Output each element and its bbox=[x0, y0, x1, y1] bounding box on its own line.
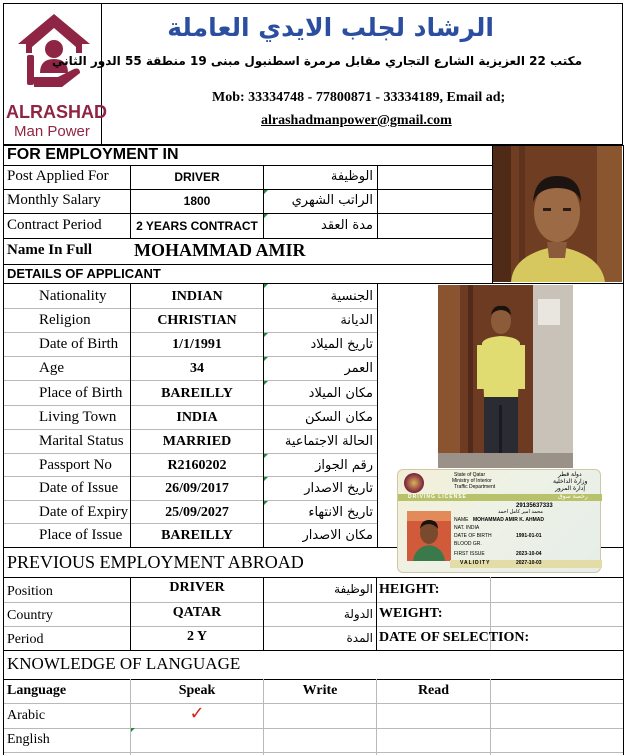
label-height: HEIGHT: bbox=[379, 582, 440, 597]
cell-marker bbox=[264, 454, 268, 458]
language-english: English bbox=[7, 732, 50, 747]
arabic-contract: مدة العقد bbox=[321, 218, 373, 233]
license-validity-label: VALIDITY bbox=[460, 560, 491, 566]
value-age: 34 bbox=[190, 361, 204, 376]
arabic-marital-status: الحالة الاجتماعية bbox=[284, 434, 373, 449]
label-date-of-expiry: Date of Expiry bbox=[39, 504, 129, 520]
company-arabic-name: الرشاد لجلب الايدي العاملة bbox=[167, 13, 494, 42]
rule bbox=[3, 650, 623, 651]
license-name-label: NAME bbox=[454, 517, 469, 523]
license-ar-name: محمد امير كامل احمد bbox=[498, 509, 543, 515]
rule bbox=[3, 523, 377, 524]
arabic-post: الوظيفة bbox=[330, 169, 373, 184]
license-ar-ministry: وزارة الداخلية bbox=[553, 478, 588, 485]
rule bbox=[3, 429, 377, 430]
value-religion: CHRISTIAN bbox=[157, 313, 237, 328]
label-religion: Religion bbox=[39, 312, 91, 328]
rule bbox=[3, 283, 623, 284]
license-ministry: Ministry of Interior bbox=[452, 478, 492, 484]
arabic-salary: الراتب الشهري bbox=[291, 193, 373, 208]
cell-marker bbox=[264, 501, 268, 505]
section-title-language: KNOWLEDGE OF LANGUAGE bbox=[7, 654, 241, 673]
header-speak: Speak bbox=[178, 683, 216, 698]
arabic-prev-position: الوظيفة bbox=[334, 582, 373, 596]
license-validity: 2027-10-03 bbox=[516, 560, 542, 566]
value-dob: 1/1/1991 bbox=[172, 337, 222, 352]
rule bbox=[3, 356, 377, 357]
logo-word: ALRASHAD bbox=[6, 102, 107, 122]
cell-marker bbox=[264, 381, 268, 385]
email-link[interactable]: alrashadmanpower@gmail.com bbox=[261, 113, 452, 128]
rule bbox=[3, 703, 623, 704]
value-date-of-issue: 26/09/2017 bbox=[165, 481, 229, 496]
label-nationality: Nationality bbox=[39, 288, 107, 304]
rule bbox=[3, 602, 623, 603]
rule bbox=[3, 308, 377, 309]
cell-marker bbox=[264, 477, 268, 481]
license-ar-title: رخصة سوق bbox=[558, 493, 588, 500]
rule bbox=[3, 626, 623, 627]
value-post: DRIVER bbox=[174, 170, 220, 184]
contact-line: Mob: 33334748 - 77800871 - 33334189, Email ad; bbox=[212, 90, 506, 105]
license-number: 29135637333 bbox=[516, 503, 553, 509]
license-issue-label: FIRST ISSUE bbox=[454, 551, 485, 557]
value-living-town: INDIA bbox=[176, 410, 218, 425]
value-name: MOHAMMAD AMIR bbox=[134, 240, 306, 260]
value-date-of-expiry: 25/09/2027 bbox=[165, 505, 229, 520]
rule bbox=[3, 453, 377, 454]
rule bbox=[3, 145, 4, 755]
rule bbox=[3, 476, 377, 477]
arabic-place-of-issue: مكان الاصدار bbox=[302, 528, 373, 543]
license-seal-icon bbox=[404, 473, 424, 493]
language-arabic: Arabic bbox=[7, 708, 46, 723]
license-title: DRIVING LICENSE bbox=[408, 494, 467, 500]
label-prev-period: Period bbox=[7, 632, 44, 647]
label-salary: Monthly Salary bbox=[7, 192, 101, 208]
value-prev-period: 2 Y bbox=[186, 629, 208, 644]
arabic-date-of-issue: تاريخ الاصدار bbox=[304, 481, 373, 496]
label-post: Post Applied For bbox=[7, 168, 109, 184]
applicant-full-body-photo bbox=[438, 285, 573, 468]
rule bbox=[3, 213, 492, 214]
value-prev-position: DRIVER bbox=[169, 580, 225, 595]
value-salary: 1800 bbox=[183, 194, 211, 208]
label-age: Age bbox=[39, 360, 64, 376]
label-living-town: Living Town bbox=[39, 409, 117, 425]
label-prev-country: Country bbox=[7, 608, 53, 623]
label-prev-position: Position bbox=[7, 584, 53, 599]
label-weight: WEIGHT: bbox=[379, 606, 443, 621]
value-place-of-issue: BAREILLY bbox=[161, 528, 233, 543]
company-arabic-address: مكتب 22 العزيزية الشارع التجاري مقابل مرمرة اسطنبول مبنى 19 منطقة 55 الدور الثاني bbox=[52, 54, 582, 68]
rule bbox=[3, 405, 377, 406]
cell-marker bbox=[264, 333, 268, 337]
arabic-date-of-expiry: تاريخ الانتهاء bbox=[308, 505, 373, 520]
license-ar-dept: إدارة المرور bbox=[555, 485, 586, 492]
section-title-employment: FOR EMPLOYMENT IN bbox=[7, 146, 179, 163]
cell-marker bbox=[264, 214, 268, 218]
label-marital-status: Marital Status bbox=[39, 433, 124, 449]
rule bbox=[3, 752, 623, 753]
license-blood-label: BLOOD GR. bbox=[454, 541, 482, 547]
cell-marker bbox=[131, 728, 135, 732]
license-ar-state: دولة قطر bbox=[558, 471, 582, 478]
arabic-dob: تاريخ الميلاد bbox=[310, 337, 373, 352]
rule bbox=[3, 500, 377, 501]
license-dob: 1991-01-01 bbox=[516, 533, 542, 539]
rule bbox=[377, 165, 378, 238]
license-issue: 2023-10-04 bbox=[516, 551, 542, 557]
license-dept: Traffic Department bbox=[454, 484, 496, 490]
label-passport: Passport No bbox=[39, 457, 112, 473]
rule bbox=[3, 577, 623, 578]
license-nat: NAT. INDIA bbox=[454, 525, 480, 531]
arabic-speak-check-icon: ✓ bbox=[189, 703, 205, 724]
arabic-living-town: مكان السكن bbox=[304, 410, 373, 425]
value-prev-country: QATAR bbox=[172, 605, 222, 620]
value-contract: 2 YEARS CONTRACT bbox=[136, 219, 258, 233]
rule bbox=[377, 283, 378, 547]
label-contract: Contract Period bbox=[7, 217, 102, 233]
label-date-of-selection: DATE OF SELECTION: bbox=[379, 630, 530, 645]
logo-subtitle: Man Power bbox=[14, 123, 90, 140]
rule bbox=[3, 264, 492, 265]
rule bbox=[3, 332, 377, 333]
rule bbox=[376, 577, 377, 650]
arabic-religion: الديانة bbox=[340, 313, 373, 328]
license-dob-label: DATE OF BIRTH bbox=[454, 533, 492, 539]
license-photo bbox=[407, 511, 451, 561]
driving-license-card bbox=[397, 469, 601, 573]
rule bbox=[3, 728, 623, 729]
section-title-previous: PREVIOUS EMPLOYMENT ABROAD bbox=[7, 552, 304, 572]
section-title-applicant: DETAILS OF APPLICANT bbox=[7, 266, 161, 281]
header-write: Write bbox=[302, 683, 338, 698]
applicant-portrait-photo bbox=[493, 146, 622, 282]
license-state: State of Qatar bbox=[454, 472, 486, 478]
cell-marker bbox=[264, 357, 268, 361]
label-place-of-issue: Place of Issue bbox=[39, 527, 123, 543]
arabic-place-of-birth: مكان الميلاد bbox=[308, 386, 373, 401]
header-language: Language bbox=[7, 683, 67, 698]
value-place-of-birth: BAREILLY bbox=[161, 386, 233, 401]
label-name: Name In Full bbox=[7, 242, 93, 258]
logo-icon bbox=[14, 11, 94, 95]
arabic-age: العمر bbox=[344, 361, 373, 376]
arabic-nationality: الجنسية bbox=[330, 289, 373, 304]
value-passport: R2160202 bbox=[167, 458, 227, 473]
rule bbox=[623, 145, 624, 755]
label-date-of-issue: Date of Issue bbox=[39, 480, 119, 496]
header-divider bbox=[101, 3, 102, 145]
rule bbox=[3, 679, 623, 680]
value-marital-status: MARRIED bbox=[162, 434, 232, 449]
label-dob: Date of Birth bbox=[39, 336, 119, 352]
label-place-of-birth: Place of Birth bbox=[39, 385, 123, 401]
rule bbox=[3, 165, 492, 166]
rule bbox=[3, 189, 492, 190]
arabic-prev-country: الدولة bbox=[343, 607, 373, 621]
rule bbox=[3, 238, 492, 239]
value-nationality: INDIAN bbox=[171, 289, 223, 304]
arabic-passport: رقم الجواز bbox=[315, 458, 373, 473]
license-name: MOHAMMAD AMIR K. AHMAD bbox=[473, 517, 545, 523]
cell-marker bbox=[264, 284, 268, 288]
rule bbox=[3, 380, 377, 381]
header-read: Read bbox=[417, 683, 450, 698]
arabic-prev-period: المدة bbox=[346, 631, 373, 645]
rule bbox=[490, 679, 491, 755]
